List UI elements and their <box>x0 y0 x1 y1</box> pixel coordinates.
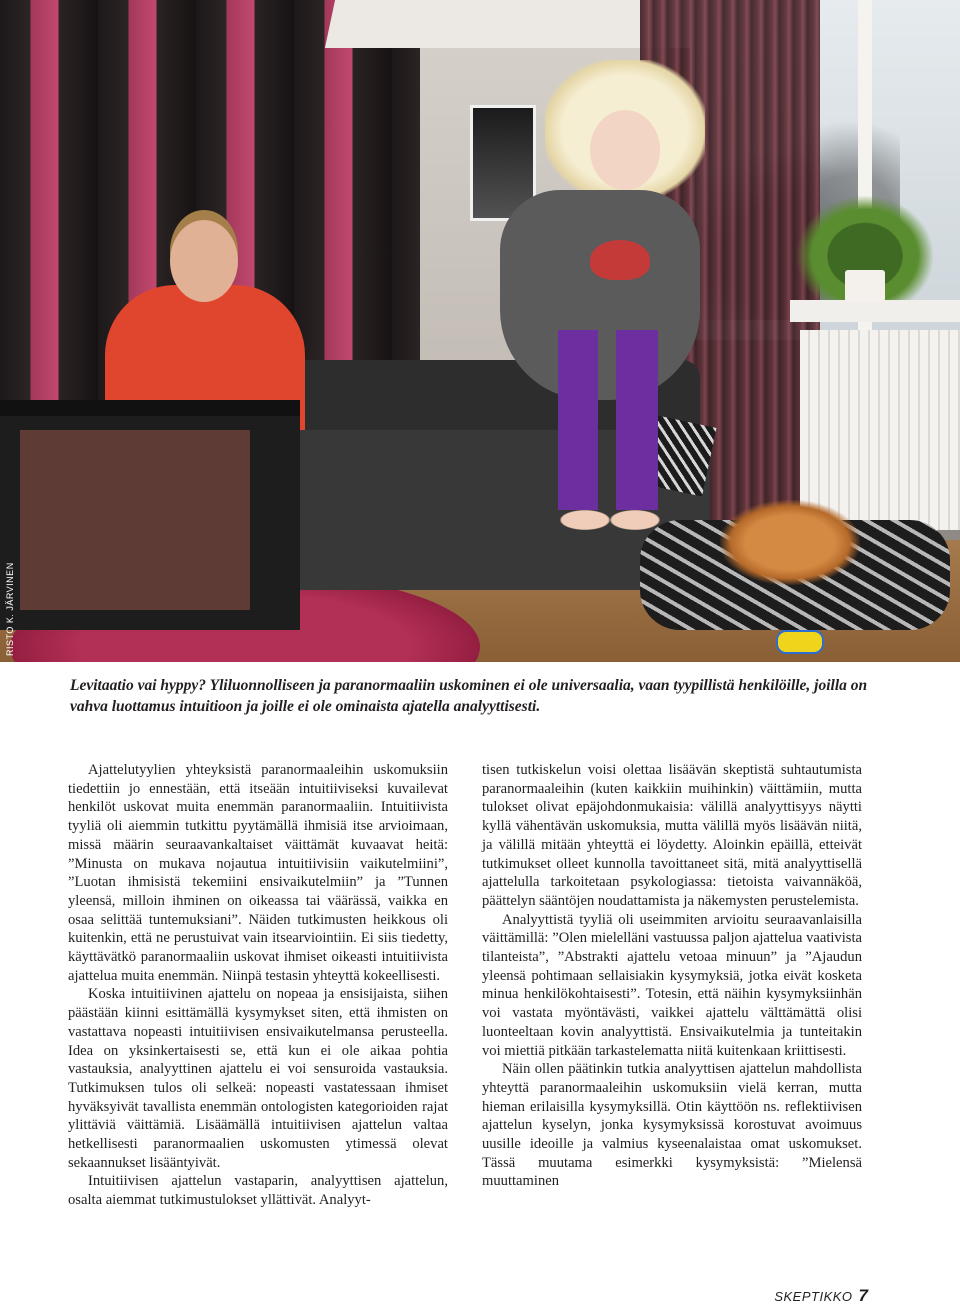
child-face <box>590 110 660 190</box>
table-opening <box>20 430 250 610</box>
tongue-logo-print <box>590 240 650 280</box>
paragraph: Ajattelutyylien yhteyksistä paranormaaleihin uskomuksiin tiedettiin jo ennestään, että itseään intuitiiviseksi kuvailevat henkilöt uskovat muita enemmän paranormaaliin. Intuitiivista tyyliä oli aiemmin tutkittu pyytämällä ihmisiä itse arvioimaan, missä määrin seuraavankaltaiset väittämät kuvaavat heitä: ”Minusta on mukava nojautua intuitiivisiin vaikutelmiini”, ”Luotan ihmisistä tekemiini ensivaikutelmiin” ja ”Tunnen yleensä, milloin ihminen on oikeassa tai väärässä, vaikka en osaa selittää tuntemuksiani”. Näiden tutkimusten heikkous oli kuitenkin, että ne perustuivat vain itsearviointiin. Ei siis tiedetty, käyttävätkö paranormaaliin uskovat ihmiset oikeasti intuitiivista ajattelua muita enemmän. Niinpä testasin yhteyttä kokeellisesti. <box>68 762 448 984</box>
photo-credit: RISTO K. JÄRVINEN <box>5 562 15 656</box>
child-feet <box>560 490 660 550</box>
page-footer <box>774 1286 868 1306</box>
photo-caption: Levitaatio vai hyppy? Yliluonnolliseen ja paranormaaliin uskominen ei ole universaalia, vaan tyypillistä henkilöille, joilla on vahva luottamus intuitioon ja joille ei ole ominaista ajatella analyyttisesti. <box>70 677 868 715</box>
paragraph: Intuitiivisen ajattelun vastaparin, analyyttisen ajattelun, osalta aiemmat tutkimustulokset yllättivät. Analyyt- <box>68 1173 448 1209</box>
paragraph: Näin ollen päätinkin tutkia analyyttisen ajattelun mahdollista yhteyttä paranormaaleihin uskomuksiin vielä kerran, mutta hieman erilaisilla kysymyksillä. Otin käyttöön ns. reflektiivisen ajattelun kyselyn, jonka kysymyksissä korostuvat avoimuus uusille ideoille ja valmius kyseenalaistaa omat uskomukset. Tässä muutama esimerkki kysymyksistä: ”Mielensä muuttaminen <box>482 1061 862 1190</box>
paragraph: Analyyttistä tyyliä oli useimmiten arvioitu seuraavanlaisilla väittämillä: ”Olen mielelläni vastuussa paljon ajattelua vaativista tilanteista”, ”Abstrakti ajattelu vetoaa minuun” ja ”Ajaudun yleensä pohtimaan sellaisiakin kysymyksiä, jotka eivät kosketa minua henkilökohtaisesti”. Totesin, että näihin kysymyksiinhän voi vastata myöntävästi, vaikkei ajattelu välttämättä olisi luonteeltaan kovin analyyttistä. Ensivaikutelmia ja tunteitakin voi miettiä pitkään tarkastelematta niitä kuitenkaan kriittisesti. <box>482 911 862 1059</box>
magazine-name: SKEPTIKKO <box>774 1289 853 1304</box>
page-number: 7 <box>858 1286 868 1305</box>
woman-head <box>170 220 238 302</box>
text-column-right <box>482 761 862 1191</box>
table-top <box>0 400 300 416</box>
paragraph: tisen tutkiskelun voisi olettaa lisäävän skeptistä suhtautumista paranormaaleihin (kuten kaikkiin muihinkin) väittämiin, mutta tulokset olivat epäjohdonmukaisia: välillä analyyttisyys näytti kyllä vähentävän uskomuksia, mutta välillä myös lisäävän niitä, ja välillä mitään yhteyttä ei löydetty. Aloinkin epäillä, etteivät tutkimukset olleet kunnolla tavoittaneet sitä, mitä analyyttisellä ajattelulla tarkoitetaan psykologiassa: tietoista vaivannäköä, päättelyn sääntöjen noudattamista ja näkemysten perustelemista. <box>482 762 862 909</box>
paragraph: Koska intuitiivinen ajattelu on nopeaa ja ensisijaista, siihen päästään kiinni esittämällä kysymykset siten, että ihmisten on vastattava nopeasti intuitiivisen ensivaikutelmansa perusteella. Idea on yksinkertaisesti se, että kun ei ole aikaa pohtia vastauksia, analyyttinen ajattelu ei voi sensuroida vastauksia. Tutkimuksen tulos oli selkeä: nopeasti vastatessaan ihmiset hyväksyivät tavallista enemmän ontologisten kategorioiden rajat ylittäviä väittämiä. Lisäämällä intuitiivisen ajattelun valtaa hetkellisesti paranormaalien uskomusten ytimessä olevat sekaannukset lisääntyivät. <box>68 986 448 1171</box>
window-sill <box>790 300 960 322</box>
toy-car <box>776 630 824 654</box>
teddy-bear <box>720 500 860 585</box>
child-leggings <box>558 330 658 510</box>
text-column-left <box>68 761 448 1210</box>
plant-pot <box>845 270 885 302</box>
